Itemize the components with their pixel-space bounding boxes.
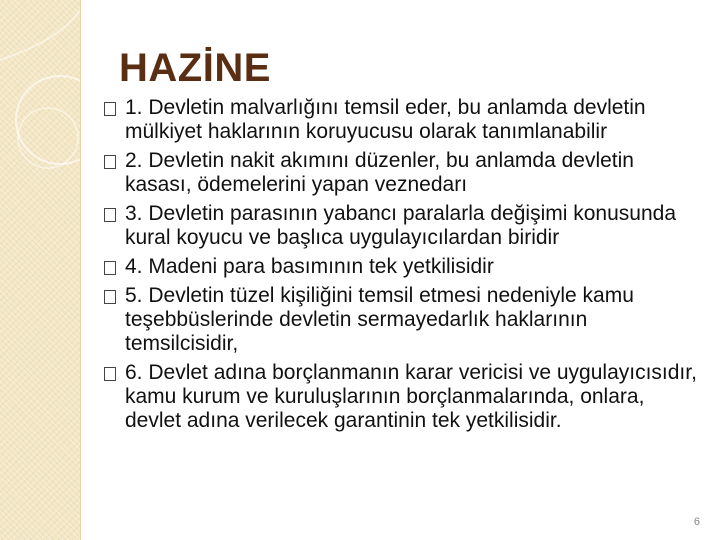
list-item: [104, 255, 704, 279]
list-item-text: 6. Devlet adına borçlanmanın karar vericisi ve uygulayıcısıdır, kamu kurum ve kuruluşlarının borçlanmalarında, onlara, devlet adına verilecek garantinin tek yetkilisidir.: [125, 361, 697, 432]
list-item: [104, 284, 704, 356]
list-item-text: 2. Devletin nakit akımını düzenler, bu anlamda devletin kasası, ödemelerini yapan veznedarı: [125, 149, 634, 196]
list-item-text: 1. Devletin malvarlığını temsil eder, bu anlamda devletin mülkiyet haklarının koruyucusu olarak tanımlanabilir: [125, 96, 646, 143]
checkbox-bullet-icon: [104, 290, 116, 304]
slide-title: HAZİNE: [119, 46, 271, 90]
list-item: [104, 361, 704, 433]
checkbox-bullet-icon: [104, 102, 116, 116]
list-item: [104, 96, 704, 144]
list-item: [104, 149, 704, 197]
list-item-text: 4. Madeni para basımının tek yetkilisidir: [125, 255, 494, 278]
decorative-side-strip: [0, 0, 81, 540]
bullet-list: [104, 96, 704, 438]
list-item: [104, 202, 704, 250]
decorative-circles-icon: [0, 0, 80, 540]
checkbox-bullet-icon: [104, 261, 116, 275]
checkbox-bullet-icon: [104, 155, 116, 169]
checkbox-bullet-icon: [104, 367, 116, 381]
list-item-text: 5. Devletin tüzel kişiliğini temsil etmesi nedeniyle kamu teşebbüslerinde devletin sermayedarlık haklarının temsilcisidir,: [125, 284, 634, 355]
list-item-text: 3. Devletin parasının yabancı paralarla değişimi konusunda kural koyucu ve başlıca uygulayıcılardan biridir: [125, 202, 676, 249]
page-number: 6: [693, 516, 700, 528]
checkbox-bullet-icon: [104, 208, 116, 222]
